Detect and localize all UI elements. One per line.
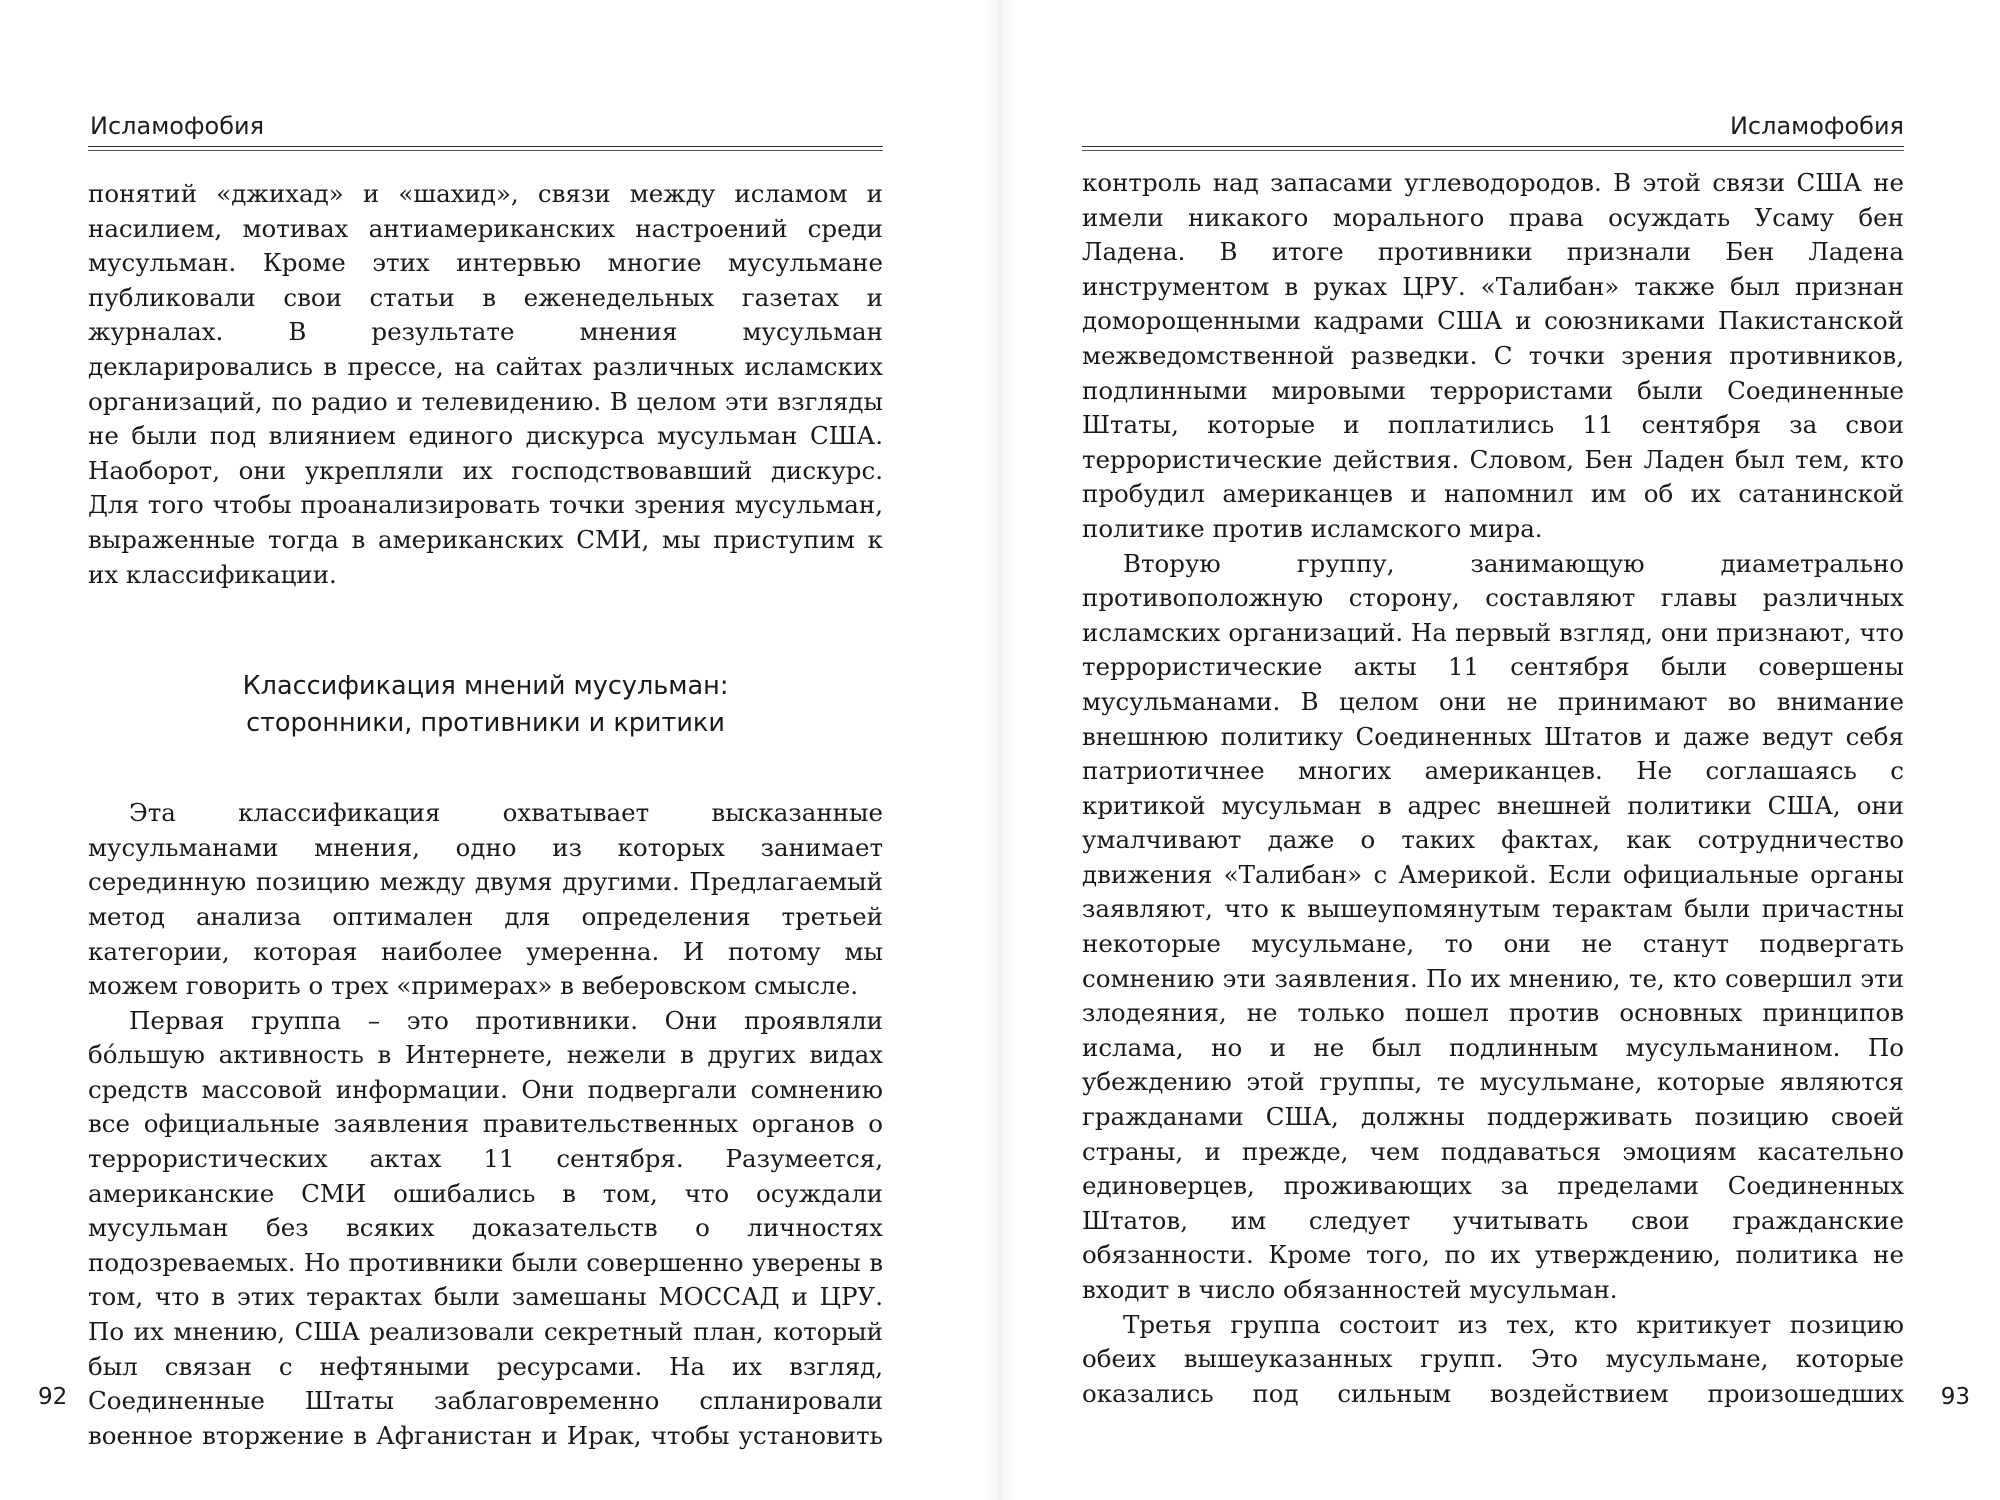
paragraph: Эта классификация охватывает высказанные мусульманами мнения, одно из которых занимает серединную позицию между двумя другими. Предлагаемый метод анализа оптимален для определения третьей категории, которая наиболее умеренна. И потому мы можем говорить о трех «примерах» в веберовском смысле. [88, 798, 883, 1001]
header-rule-left [88, 146, 883, 151]
paragraph: контроль над запасами углеводородов. В этой связи США не имели никакого морального права осуждать Усаму бен Ладена. В итоге противники признали Бен Ладена инструментом в руках ЦРУ. «Талибан» также был признан доморощенными кадрами США и союзниками Пакистанской межведомственной разведки. С точки зрения противников, подлинными мировыми террористами были Соединенные Штаты, которые и поплатились 11 сентября за свои террористические действия. Словом, Бен Ладен был тем, кто пробудил американцев и напомнил им об их сатанинской политике против исламского мира. [1082, 168, 1904, 543]
page-number-right: 93 [1940, 1384, 1970, 1410]
page-number-left: 92 [38, 1384, 68, 1410]
section-heading [88, 668, 883, 742]
header-rule-right [1082, 146, 1904, 151]
paragraph: Третья группа состоит из тех, кто критикует позицию обеих вышеуказанных групп. Это мусульмане, которые оказались под сильным воздействием произошедших [1082, 1309, 1904, 1408]
paragraph: Первая группа – это противники. Они проявляли бо́льшую активность в Интернете, нежели в других видах средств массовой информации. Они подвергали сомнению все официальные заявления правительственных органов о террористических актах 11 сентября. Разумеется, американские СМИ ошибались в том, что осуждали мусульман без всяких доказательств о личностях подозреваемых. Но противники были совершенно уверены в том, что в этих терактах были замешаны МОССАД и ЦРУ. По их мнению, США реализовали секретный план, который был связан с нефтяными ресурсами. На их взгляд, Соединенные Штаты заблаговременно спланировали военное вторжение в Афганистан и Ирак, чтобы установить [88, 1005, 883, 1450]
running-head-left: Исламофобия [90, 112, 265, 140]
paragraph: понятий «джихад» и «шахид», связи между исламом и насилием, мотивах антиамериканских настроений среди мусульман. Кроме этих интервью многие мусульмане публиковали свои статьи в еженедельных газетах и журналах. В результате мнения мусульман декларировались в прессе, на сайтах различных исламских организаций, по радио и телевидению. В целом эти взгляды не были под влиянием единого дискурса мусульман США. Наоборот, они укрепляли их господствовавший дискурс. Для того чтобы проанализировать точки зрения мусульман, выраженные тогда в американских СМИ, мы приступим к их классификации. [88, 179, 883, 589]
paragraph: Вторую группу, занимающую диаметрально противоположную сторону, составляют главы различных исламских организаций. На первый взгляд, они признают, что террористические акты 11 сентября были совершены мусульманами. В целом они не принимают во внимание внешнюю политику Соединенных Штатов и даже ведут себя патриотичнее многих американцев. Не соглашаясь с критикой мусульман в адрес внешней политики США, они умалчивают даже о таких фактах, как сотрудничество движения «Талибан» с Америкой. Если официальные органы заявляют, что к вышеупомянутым терактам были причастны некоторые мусульмане, то они не станут подвергать сомнению эти заявления. По их мнению, те, кто совершил эти злодеяния, не только пошел против основных принципов ислама, но и не был подлинным мусульманином. По убеждению этой группы, те мусульмане, которые являются гражданами США, должны поддерживать позицию своей страны, и прежде, чем поддаваться эмоциям касательно единоверцев, проживающих за пределами Соединенных Штатов, им следует учитывать свои гражданские обязанности. Кроме того, по их утверждению, политика не входит в число обязанностей мусульман. [1082, 548, 1904, 1304]
left-page-body [88, 177, 883, 1453]
right-page-body [1082, 166, 1904, 1411]
section-heading-line-1: Классификация мнений мусульман: [242, 671, 729, 702]
right-page [1010, 0, 2000, 1500]
left-page [0, 0, 990, 1500]
running-head-right: Исламофобия [1729, 112, 1904, 140]
section-heading-line-2: сторонники, противники и критики [246, 708, 725, 739]
